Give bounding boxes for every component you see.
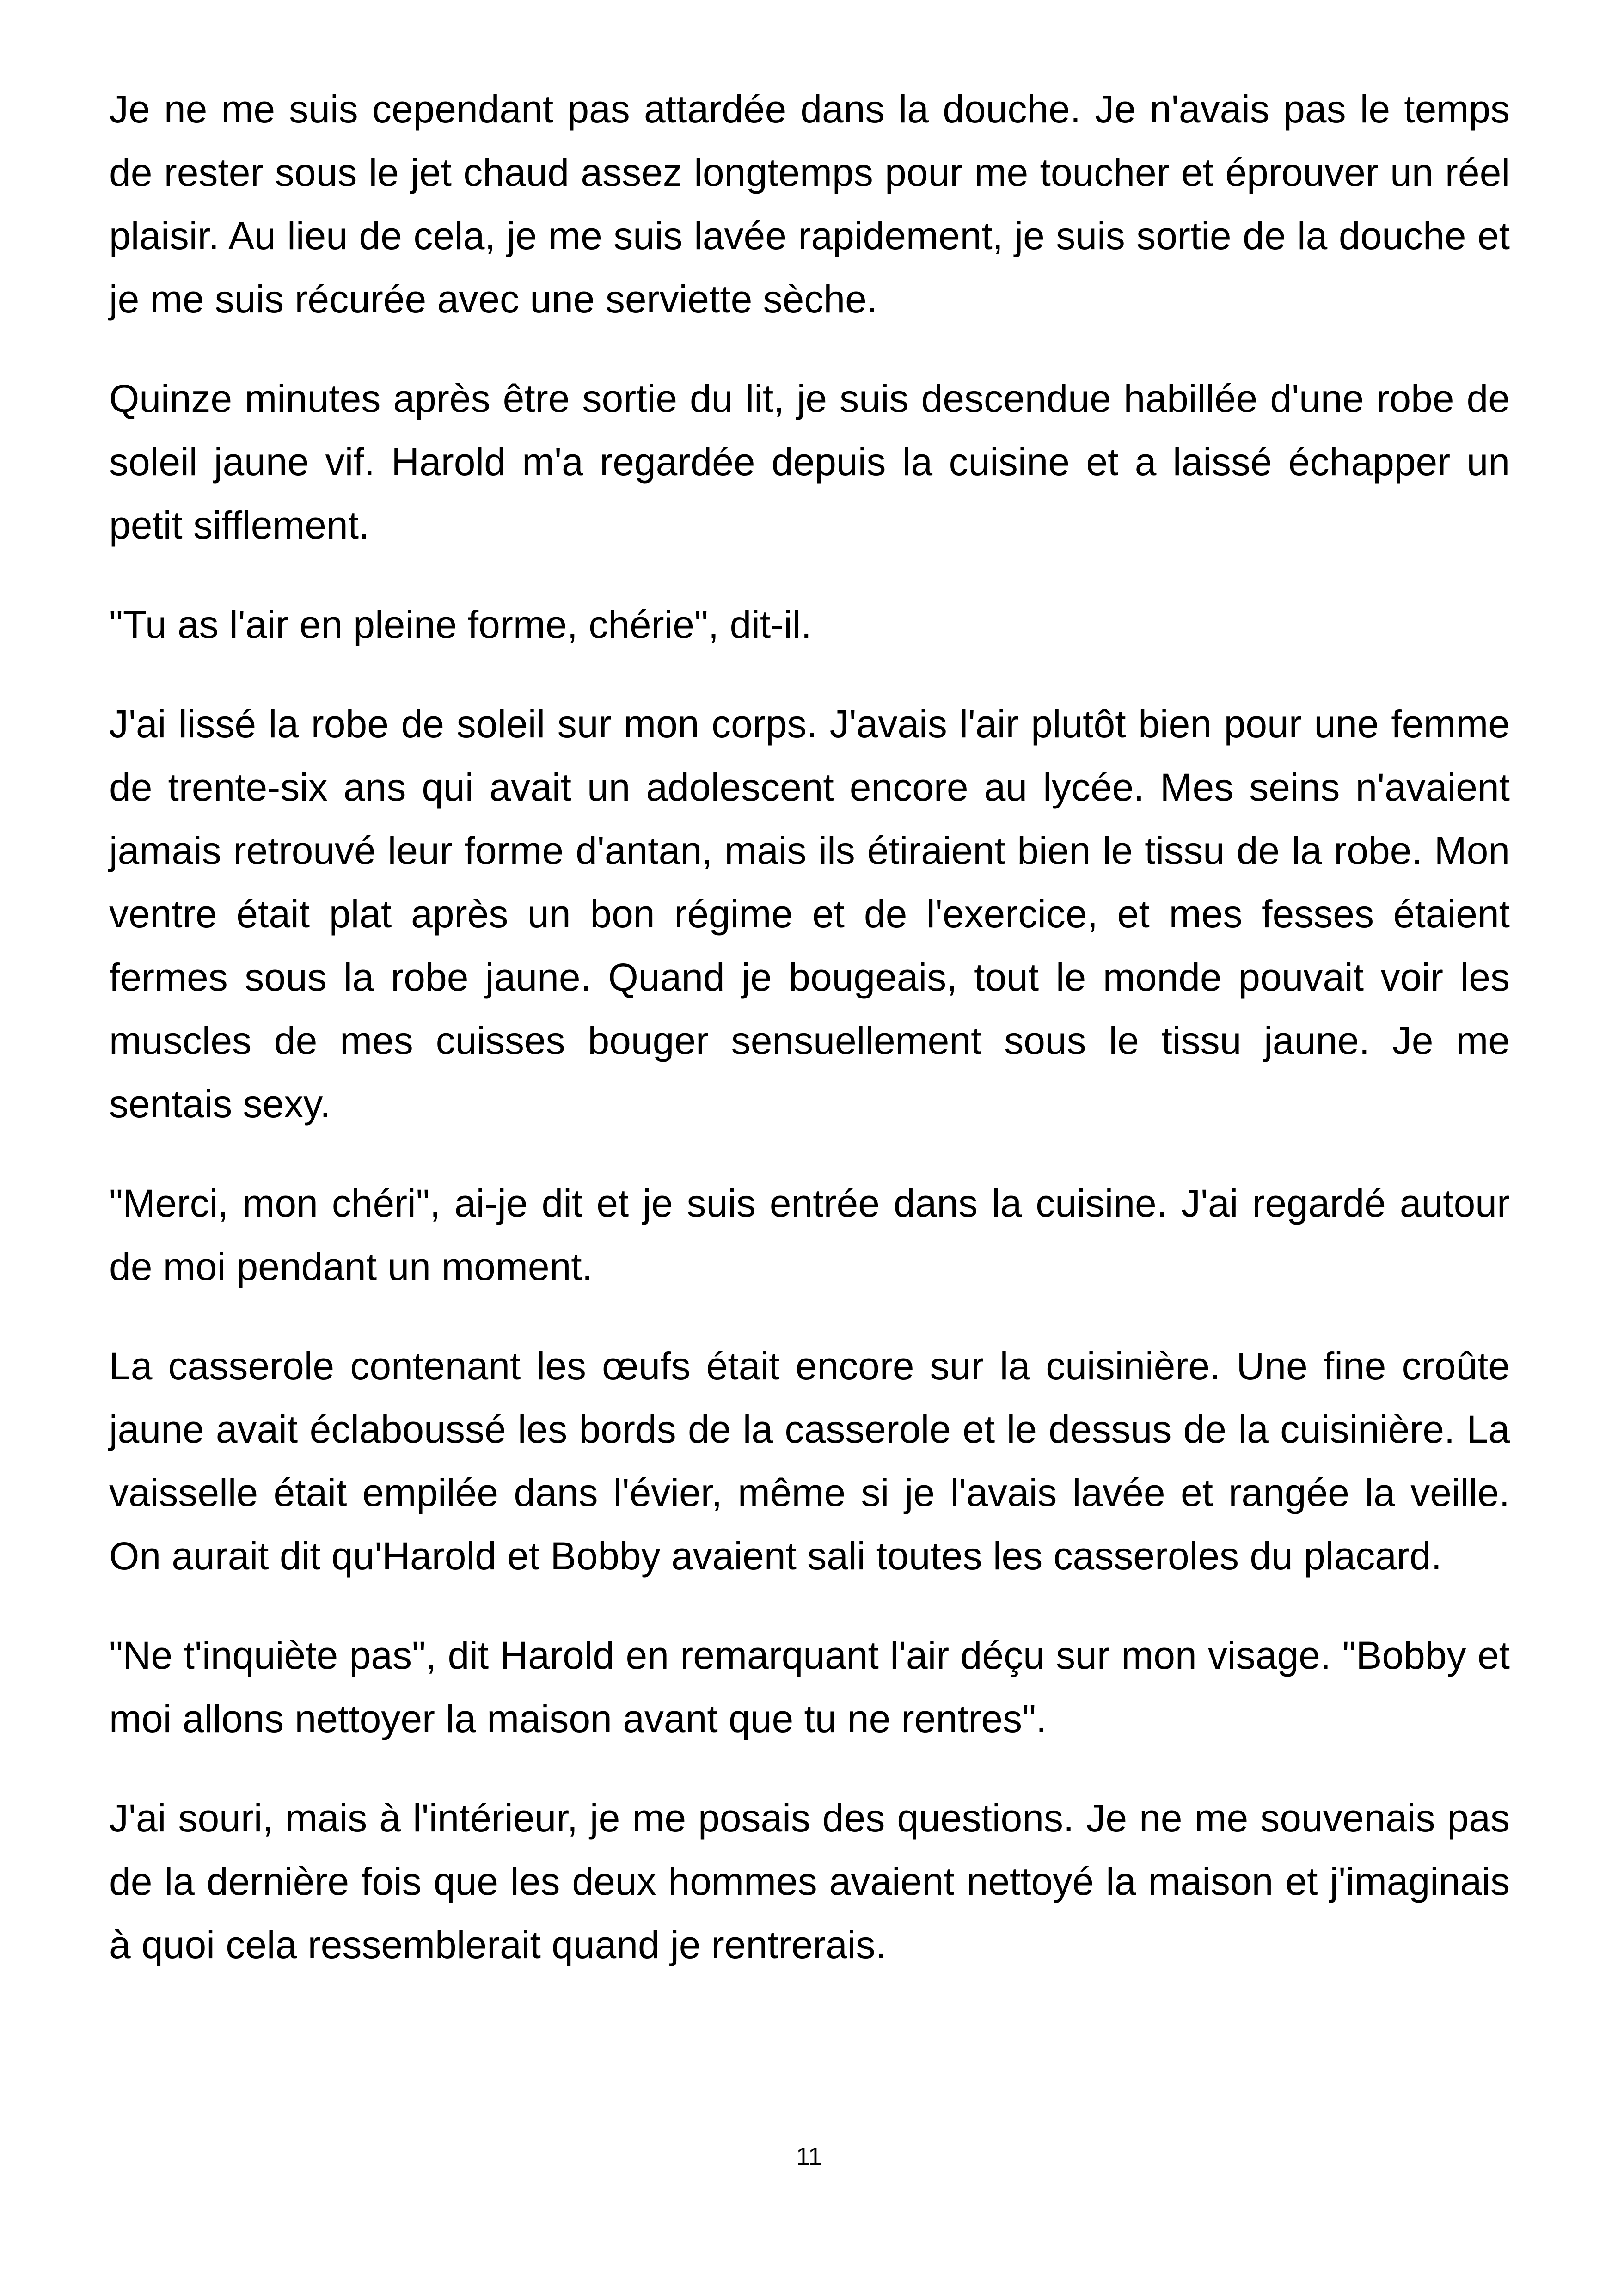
page-body [109, 78, 1510, 2013]
paragraph: "Merci, mon chéri", ai-je dit et je suis entrée dans la cuisine. J'ai regardé autour de moi pendant un moment. [109, 1182, 1510, 1288]
paragraph: "Tu as l'air en pleine forme, chérie", dit-il. [109, 603, 812, 646]
paragraph: Quinze minutes après être sortie du lit, je suis descendue habillée d'une robe de soleil jaune vif. Harold m'a regardée depuis la cuisine et a laissé échapper un petit sifflement. [109, 377, 1510, 547]
paragraph: "Ne t'inquiète pas", dit Harold en remarquant l'air déçu sur mon visage. "Bobby et moi allons nettoyer la maison avant que tu ne rentres". [109, 1634, 1510, 1740]
paragraph: J'ai souri, mais à l'intérieur, je me posais des questions. Je ne me souvenais pas de la dernière fois que les deux hommes avaient nettoyé la maison et j'imaginais à quoi cela ressemblerait quand je rentrerais. [109, 1796, 1510, 1966]
page-number: 11 [796, 2143, 822, 2170]
paragraph: J'ai lissé la robe de soleil sur mon corps. J'avais l'air plutôt bien pour une femme de trente-six ans qui avait un adolescent encore au lycée. Mes seins n'avaient jamais retrouvé leur forme d'antan, mais ils étiraient bien le tissu de la robe. Mon ventre était plat après un bon régime et de l'exercice, et mes fesses étaient fermes sous la robe jaune. Quand je bougeais, tout le monde pouvait voir les muscles de mes cuisses bouger sensuellement sous le tissu jaune. Je me sentais sexy. [109, 702, 1510, 1126]
paragraph: Je ne me suis cependant pas attardée dans la douche. Je n'avais pas le temps de rester sous le jet chaud assez longtemps pour me toucher et éprouver un réel plaisir. Au lieu de cela, je me suis lavée rapidement, je suis sortie de la douche et je me suis récurée avec une serviette sèche. [109, 87, 1510, 321]
paragraph: La casserole contenant les œufs était encore sur la cuisinière. Une fine croûte jaune avait éclaboussé les bords de la casserole et le dessus de la cuisinière. La vaisselle était empilée dans l'évier, même si je l'avais lavée et rangée la veille. On aurait dit qu'Harold et Bobby avaient sali toutes les casseroles du placard. [109, 1344, 1510, 1578]
